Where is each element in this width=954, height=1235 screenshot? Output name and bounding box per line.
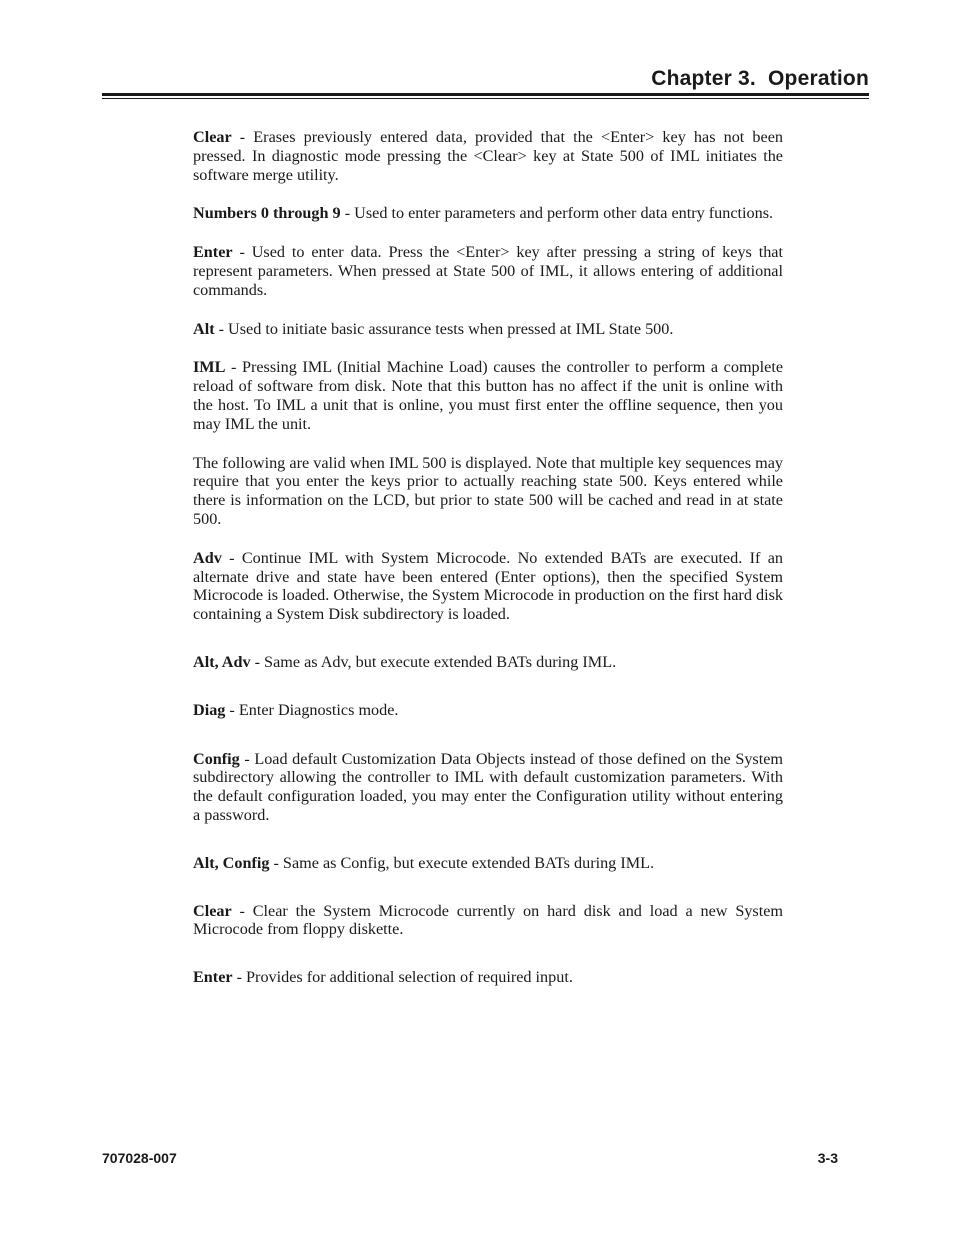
entry-clear: [193, 128, 783, 184]
entry-alt-config: [193, 854, 783, 873]
entry-term: Adv: [193, 548, 222, 567]
entry-term: IML: [193, 358, 226, 377]
entry-term: Alt, Adv: [193, 652, 251, 671]
intro-text: The following are valid when IML 500 is displayed. Note that multiple key sequences may require that you enter the keys prior to actually reaching state 500. Keys entered while there is information on the LCD, but prior to state 500 will be cached and read in at state 500.: [193, 453, 783, 528]
header-rule-thin: [102, 98, 869, 99]
entry-term: Alt: [193, 319, 215, 338]
entry-text: - Used to enter parameters and perform other data entry functions.: [340, 204, 774, 223]
entry-term: Config: [193, 749, 240, 768]
header-rule: [102, 93, 869, 96]
entry-adv: [193, 549, 783, 624]
entry-term: Clear: [193, 901, 232, 920]
entry-enter: [193, 243, 783, 299]
entry-text: - Used to initiate basic assurance tests when pressed at IML State 500.: [214, 319, 674, 338]
entry-text: - Load default Customization Data Objects instead of those defined on the System subdirectory allowing the controller to IML with default customization parameters. With the default configuration loaded, you may enter the Configuration utility without entering a password.: [193, 749, 783, 824]
entry-term: Numbers 0 through 9: [193, 204, 341, 223]
entry-term: Enter: [193, 243, 233, 262]
key-description-list: [193, 128, 783, 987]
entry-clear-microcode: [193, 902, 783, 940]
entry-text: - Provides for additional selection of required input.: [232, 968, 573, 987]
page-number: 3-3: [817, 1150, 838, 1166]
entry-numbers: [193, 204, 783, 223]
entry-term: Clear: [193, 128, 232, 146]
entry-text: - Same as Adv, but execute extended BATs during IML.: [250, 652, 617, 671]
entry-diag: [193, 701, 783, 720]
entry-config: [193, 750, 783, 825]
entry-enter-selection: [193, 968, 783, 987]
entry-text: - Continue IML with System Microcode. No extended BATs are executed. If an alternate drive and state have been entered (Enter options), then the specified System Microcode is loaded. Otherwise, the System Microcode in production on the first hard disk containing a System Disk subdirectory is loaded.: [193, 548, 783, 624]
entry-text: - Clear the System Microcode currently on hard disk and load a new System Microcode from floppy diskette.: [193, 901, 783, 939]
document-number: 707028-007: [102, 1150, 177, 1166]
iml-500-intro: [193, 454, 783, 529]
entry-text: - Enter Diagnostics mode.: [225, 700, 399, 719]
entry-text: - Pressing IML (Initial Machine Load) causes the controller to perform a complete reload of software from disk. Note that this button has no affect if the unit is online with the host. To IML a unit that is online, you must first enter the offline sequence, then you may IML the unit.: [193, 358, 783, 433]
entry-alt-adv: [193, 653, 783, 672]
entry-text: - Erases previously entered data, provided that the <Enter> key has not been pressed. In diagnostic mode pressing the <Clear> key at State 500 of IML initiates the software merge utility.: [193, 128, 783, 184]
entry-iml: [193, 358, 783, 433]
entry-term: Diag: [193, 700, 226, 719]
entry-text: - Used to enter data. Press the <Enter> key after pressing a string of keys that represent parameters. When pressed at State 500 of IML, it allows entering of additional commands.: [193, 243, 783, 299]
entry-term: Alt, Config: [193, 853, 270, 872]
entry-text: - Same as Config, but execute extended BATs during IML.: [269, 853, 655, 872]
entry-term: Enter: [193, 968, 233, 987]
chapter-title: Chapter 3. Operation: [651, 67, 869, 90]
entry-alt: [193, 320, 783, 339]
